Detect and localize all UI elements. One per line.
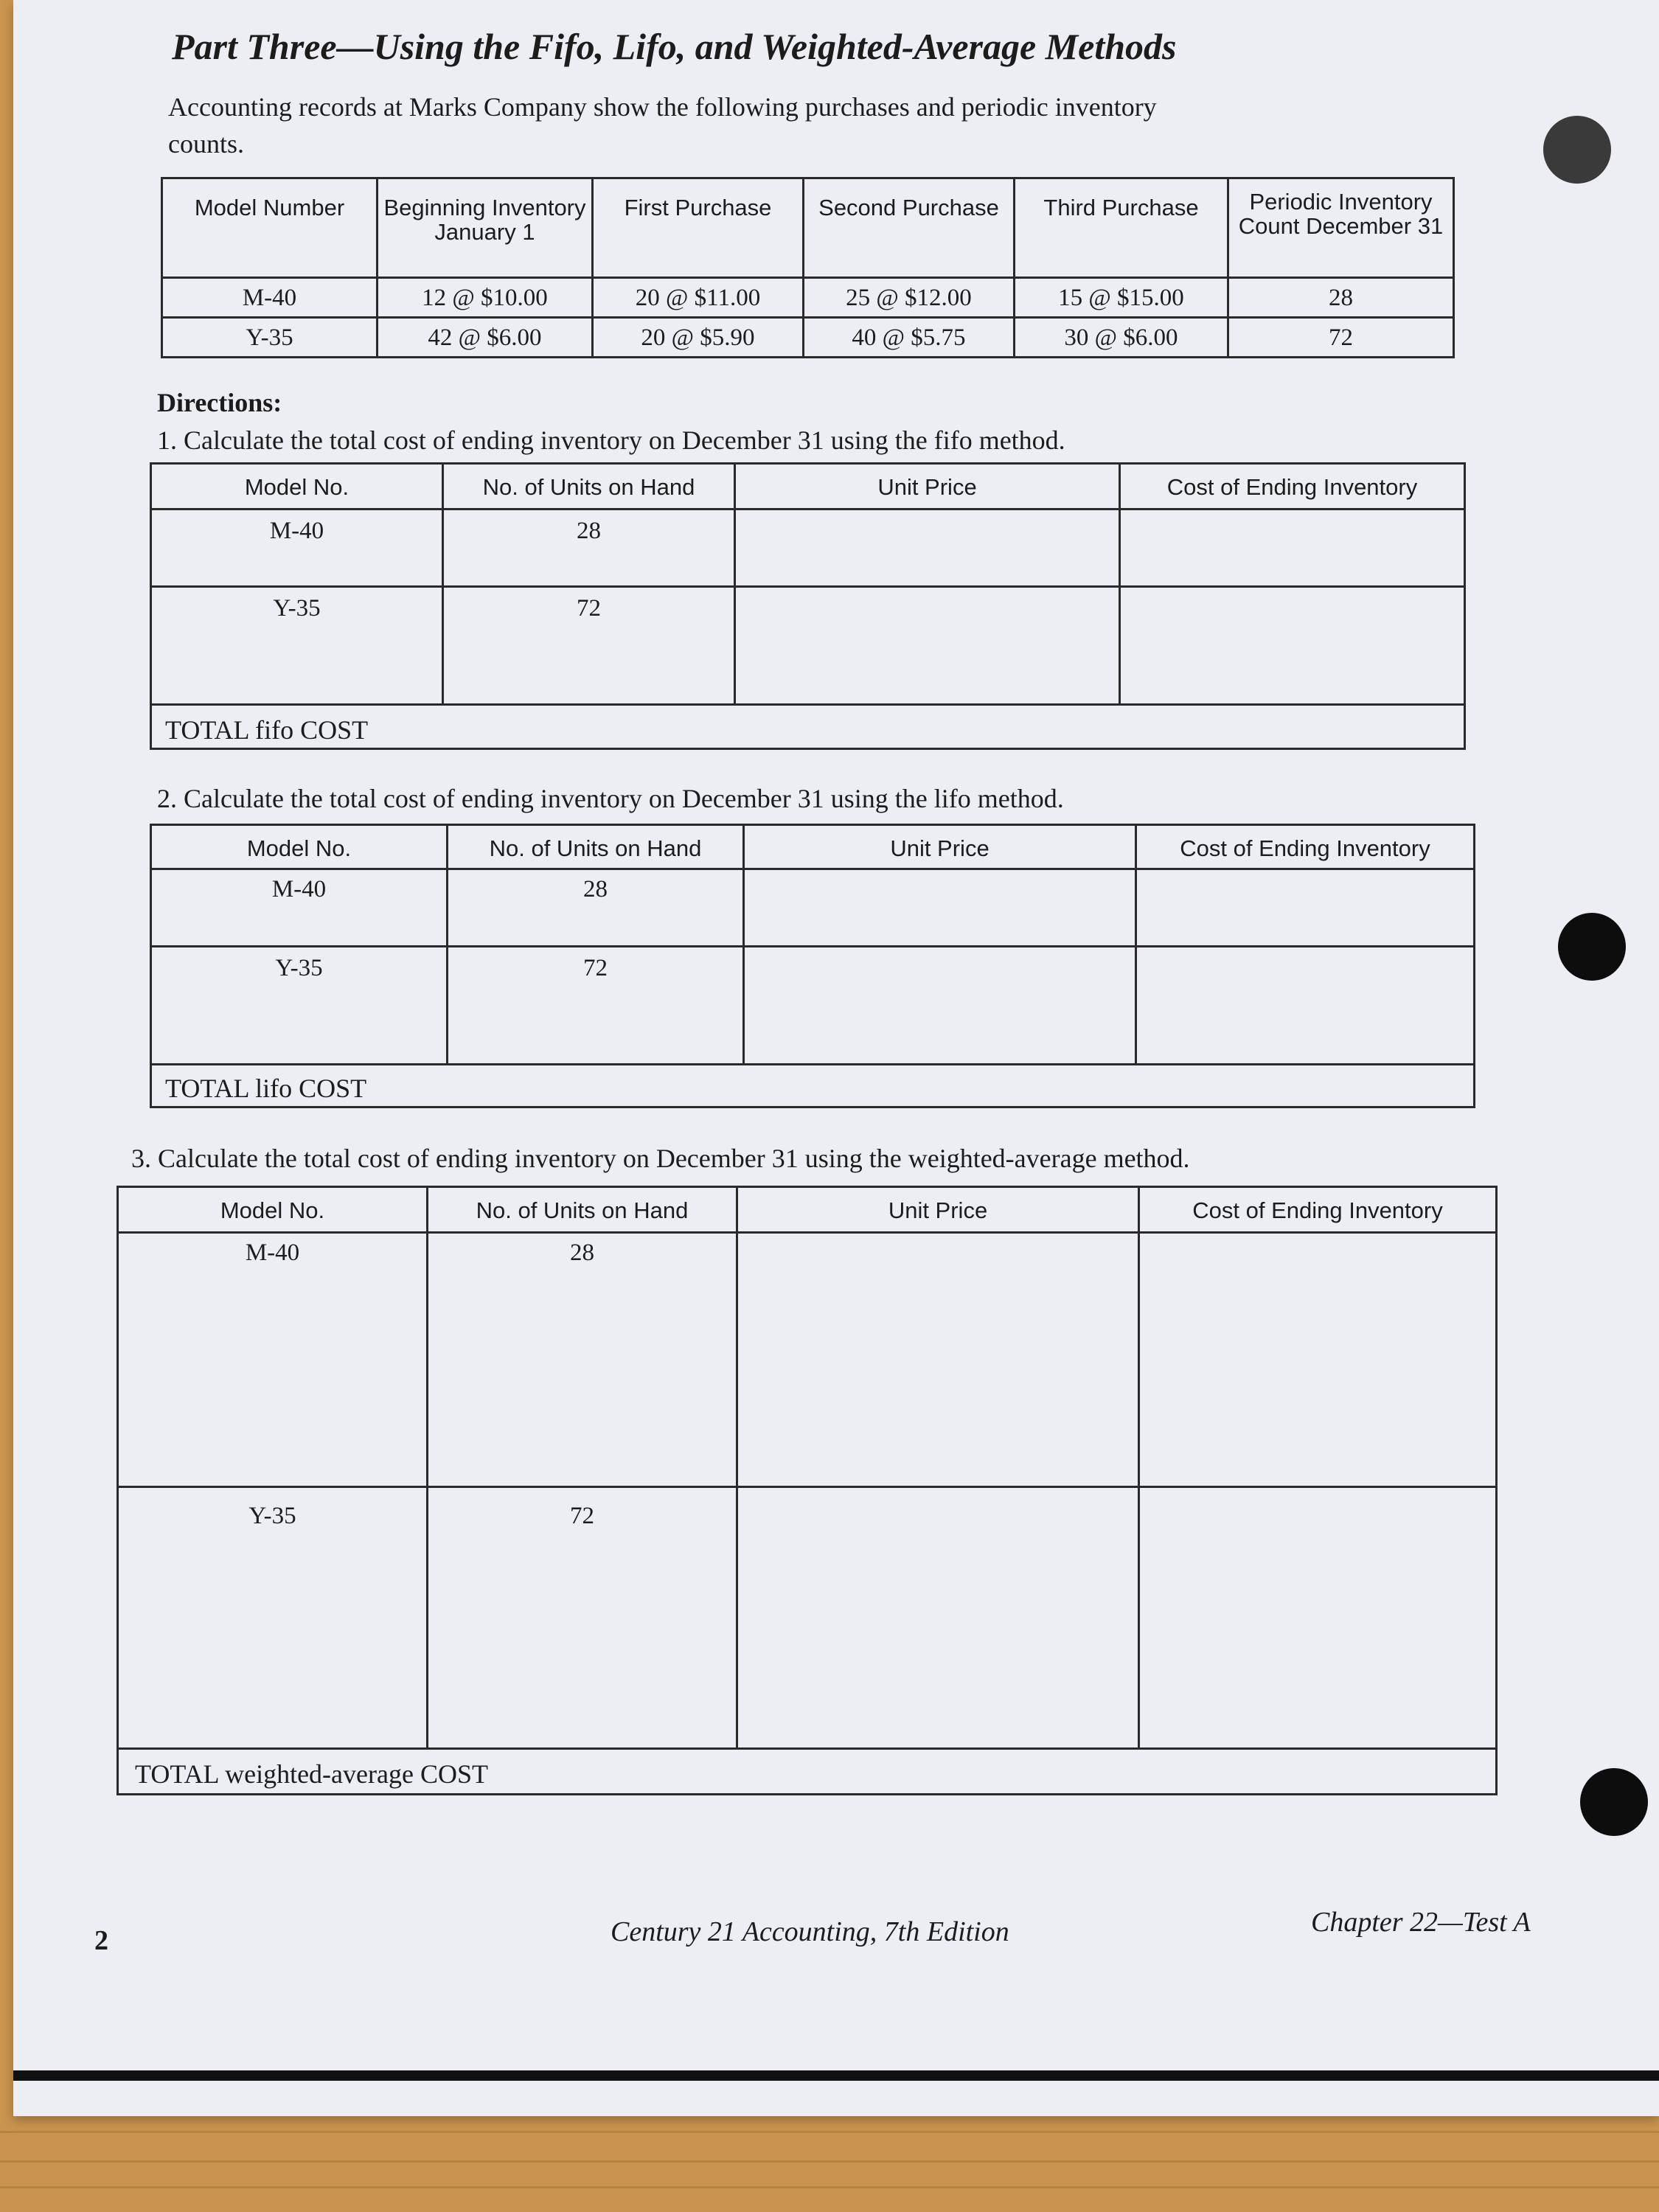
model-cell: M-40	[151, 509, 443, 587]
question-2-text: 2. Calculate the total cost of ending inventory on December 31 using the lifo method.	[157, 784, 1064, 813]
cell: 30 @ $6.00	[1015, 318, 1228, 358]
total-fifo-label: TOTAL fifo COST	[151, 705, 1465, 749]
header-third-purchase: Third Purchase	[1015, 178, 1228, 278]
units-cell: 72	[448, 947, 744, 1065]
wood-grain	[0, 2160, 1659, 2163]
model-cell: Y-35	[151, 587, 443, 705]
unit-price-answer-cell[interactable]	[735, 509, 1120, 587]
table-row	[151, 509, 1465, 587]
header-unit-price: Unit Price	[735, 464, 1120, 509]
table-row	[162, 318, 1454, 358]
fifo-table	[150, 462, 1466, 750]
cell: 20 @ $11.00	[593, 278, 804, 318]
cost-answer-cell[interactable]	[1139, 1233, 1497, 1487]
header-model-no: Model No.	[151, 464, 443, 509]
page-title: Part Three—Using the Fifo, Lifo, and Weighted-Average Methods	[172, 26, 1177, 67]
table-row	[151, 947, 1475, 1065]
intro-text: Accounting records at Marks Company show the following purchases and periodic inventory counts.	[168, 92, 1157, 159]
header-model-no: Model No.	[151, 825, 448, 869]
header-cost-ending-inventory: Cost of Ending Inventory	[1136, 825, 1475, 869]
cost-answer-cell[interactable]	[1136, 947, 1475, 1065]
units-cell: 72	[428, 1487, 737, 1749]
header-cost-ending-inventory: Cost of Ending Inventory	[1139, 1187, 1497, 1233]
cell: 12 @ $10.00	[378, 278, 593, 318]
punch-hole	[1580, 1768, 1648, 1836]
model-cell: Y-35	[151, 947, 448, 1065]
cell: 72	[1228, 318, 1454, 358]
unit-price-answer-cell[interactable]	[737, 1487, 1139, 1749]
bottom-rule	[13, 2070, 1659, 2081]
total-lifo-label: TOTAL lifo COST	[151, 1065, 1475, 1107]
table-header-row	[118, 1187, 1497, 1233]
cell: 15 @ $15.00	[1015, 278, 1228, 318]
table-row	[118, 1487, 1497, 1749]
unit-price-answer-cell[interactable]	[737, 1233, 1139, 1487]
punch-hole	[1543, 116, 1611, 184]
header-units-on-hand: No. of Units on Hand	[428, 1187, 737, 1233]
cell: 20 @ $5.90	[593, 318, 804, 358]
cell: 42 @ $6.00	[378, 318, 593, 358]
model-cell: Y-35	[118, 1487, 428, 1749]
total-row	[151, 705, 1465, 749]
weighted-average-table	[116, 1186, 1498, 1795]
header-first-purchase: First Purchase	[593, 178, 804, 278]
table-row	[162, 278, 1454, 318]
page-number: 2	[94, 1925, 108, 1956]
question-3-text: 3. Calculate the total cost of ending inventory on December 31 using the weighted-average method.	[131, 1144, 1190, 1173]
chapter-label: Chapter 22—Test A	[1311, 1907, 1531, 1938]
header-model-number: Model Number	[162, 178, 378, 278]
directions-label: Directions:	[157, 388, 282, 417]
header-periodic-count: Periodic Inventory Count December 31	[1228, 178, 1454, 278]
units-cell: 28	[448, 869, 744, 947]
book-title: Century 21 Accounting, 7th Edition	[611, 1916, 1009, 1947]
model-cell: M-40	[151, 869, 448, 947]
header-model-no: Model No.	[118, 1187, 428, 1233]
total-weighted-average-label: TOTAL weighted-average COST	[118, 1749, 1497, 1795]
header-unit-price: Unit Price	[744, 825, 1136, 869]
table-row	[151, 869, 1475, 947]
header-units-on-hand: No. of Units on Hand	[443, 464, 735, 509]
cell: 40 @ $5.75	[804, 318, 1015, 358]
header-cost-ending-inventory: Cost of Ending Inventory	[1120, 464, 1465, 509]
unit-price-answer-cell[interactable]	[744, 869, 1136, 947]
cost-answer-cell[interactable]	[1120, 587, 1465, 705]
units-cell: 28	[428, 1233, 737, 1487]
cell: Y-35	[162, 318, 378, 358]
wood-grain	[0, 2186, 1659, 2188]
model-cell: M-40	[118, 1233, 428, 1487]
header-beginning-inventory: Beginning Inventory January 1	[378, 178, 593, 278]
wood-grain	[0, 2131, 1659, 2133]
header-second-purchase: Second Purchase	[804, 178, 1015, 278]
units-cell: 72	[443, 587, 735, 705]
cell: 28	[1228, 278, 1454, 318]
punch-hole	[1558, 913, 1626, 981]
table-header-row	[151, 825, 1475, 869]
cost-answer-cell[interactable]	[1136, 869, 1475, 947]
worksheet-page	[13, 0, 1659, 2116]
cell: M-40	[162, 278, 378, 318]
header-unit-price: Unit Price	[737, 1187, 1139, 1233]
table-header-row	[162, 178, 1454, 278]
question-1-text: 1. Calculate the total cost of ending inventory on December 31 using the fifo method.	[157, 425, 1065, 455]
table-header-row	[151, 464, 1465, 509]
total-row	[118, 1749, 1497, 1795]
header-units-on-hand: No. of Units on Hand	[448, 825, 744, 869]
cost-answer-cell[interactable]	[1120, 509, 1465, 587]
table-row	[118, 1233, 1497, 1487]
unit-price-answer-cell[interactable]	[744, 947, 1136, 1065]
table-row	[151, 587, 1465, 705]
units-cell: 28	[443, 509, 735, 587]
total-row	[151, 1065, 1475, 1107]
lifo-table	[150, 824, 1475, 1108]
cell: 25 @ $12.00	[804, 278, 1015, 318]
inventory-records-table	[161, 177, 1455, 358]
unit-price-answer-cell[interactable]	[735, 587, 1120, 705]
cost-answer-cell[interactable]	[1139, 1487, 1497, 1749]
